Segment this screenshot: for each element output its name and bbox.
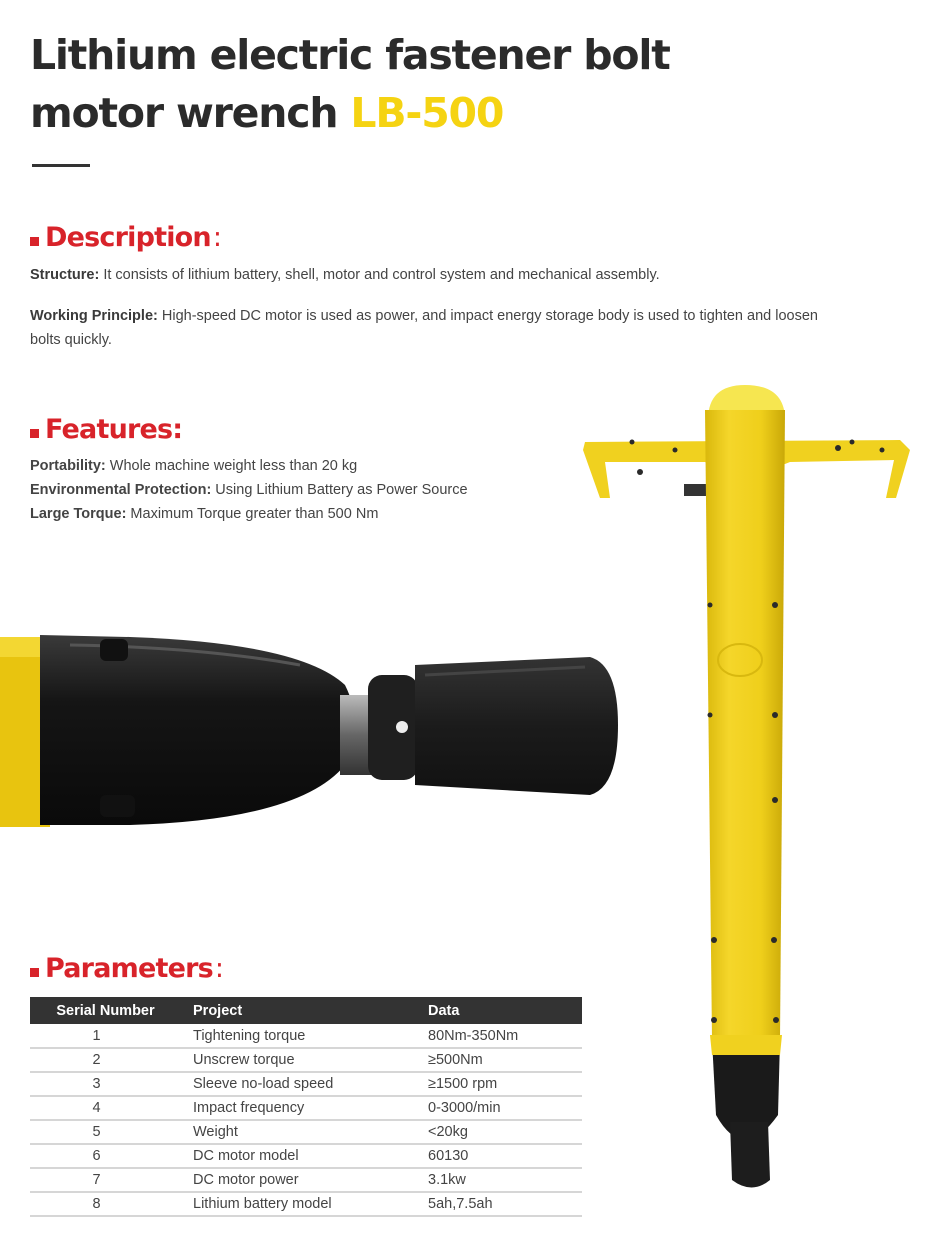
cell-data: ≥500Nm	[398, 1048, 582, 1072]
cell-data: 80Nm-350Nm	[398, 1024, 582, 1048]
features-list	[30, 454, 468, 526]
feature-text: Maximum Torque greater than 500 Nm	[126, 506, 379, 522]
table-row	[30, 1048, 582, 1072]
table-row	[30, 1192, 582, 1216]
cell-serial: 7	[30, 1168, 163, 1192]
principle-text: High-speed DC motor is used as power, and impact energy storage body is used to tighten and loosen bolts quickly.	[30, 308, 818, 348]
cell-project: Weight	[163, 1120, 398, 1144]
cell-project: Unscrew torque	[163, 1048, 398, 1072]
wrench-head-image	[0, 625, 625, 835]
header-serial-number: Serial Number	[30, 997, 163, 1024]
cell-project: Tightening torque	[163, 1024, 398, 1048]
cell-data: 0-3000/min	[398, 1096, 582, 1120]
table-row	[30, 1072, 582, 1096]
parameters-heading	[30, 953, 223, 984]
feature-text: Using Lithium Battery as Power Source	[211, 482, 468, 498]
cell-data: 3.1kw	[398, 1168, 582, 1192]
cell-project: Sleeve no-load speed	[163, 1072, 398, 1096]
cell-project: DC motor power	[163, 1168, 398, 1192]
heading-square-icon	[30, 237, 39, 246]
principle-paragraph	[30, 304, 820, 352]
table-row	[30, 1168, 582, 1192]
cell-serial: 1	[30, 1024, 163, 1048]
cell-data: 60130	[398, 1144, 582, 1168]
cell-serial: 4	[30, 1096, 163, 1120]
title-line-2	[30, 84, 670, 142]
cell-serial: 5	[30, 1120, 163, 1144]
table-row	[30, 1144, 582, 1168]
product-title	[30, 26, 670, 142]
heading-colon: :	[214, 953, 224, 984]
wrench-full-image	[580, 380, 915, 1195]
feature-item	[30, 478, 468, 502]
heading-square-icon	[30, 429, 39, 438]
feature-text: Whole machine weight less than 20 kg	[105, 458, 358, 474]
cell-data: <20kg	[398, 1120, 582, 1144]
table-header-row	[30, 997, 582, 1024]
cell-data: ≥1500 rpm	[398, 1072, 582, 1096]
cell-project: Lithium battery model	[163, 1192, 398, 1216]
structure-paragraph	[30, 263, 830, 287]
title-divider	[32, 164, 90, 167]
cell-serial: 6	[30, 1144, 163, 1168]
title-prefix: motor wrench	[30, 89, 351, 137]
header-project: Project	[163, 997, 398, 1024]
feature-item	[30, 454, 468, 478]
table-row	[30, 1096, 582, 1120]
heading-square-icon	[30, 968, 39, 977]
model-number: LB-500	[350, 89, 504, 137]
principle-label: Working Principle:	[30, 308, 158, 324]
parameters-heading-text: Parameters	[45, 953, 213, 984]
feature-label: Environmental Protection:	[30, 482, 212, 498]
cell-project: DC motor model	[163, 1144, 398, 1168]
description-heading-text: Description	[45, 222, 211, 253]
title-line-1: Lithium electric fastener bolt	[30, 31, 670, 79]
heading-colon: :	[212, 222, 222, 253]
structure-text: It consists of lithium battery, shell, motor and control system and mechanical assembly.	[99, 267, 660, 283]
cell-serial: 8	[30, 1192, 163, 1216]
features-heading-text: Features:	[45, 414, 183, 445]
description-heading	[30, 222, 221, 253]
structure-label: Structure:	[30, 267, 100, 283]
cell-project: Impact frequency	[163, 1096, 398, 1120]
cell-serial: 2	[30, 1048, 163, 1072]
feature-item	[30, 502, 468, 526]
cell-data: 5ah,7.5ah	[398, 1192, 582, 1216]
feature-label: Large Torque:	[30, 506, 127, 522]
parameters-table	[30, 997, 582, 1217]
feature-label: Portability:	[30, 458, 106, 474]
table-row	[30, 1024, 582, 1048]
header-data: Data	[398, 997, 582, 1024]
cell-serial: 3	[30, 1072, 163, 1096]
features-heading	[30, 414, 182, 445]
table-row	[30, 1120, 582, 1144]
